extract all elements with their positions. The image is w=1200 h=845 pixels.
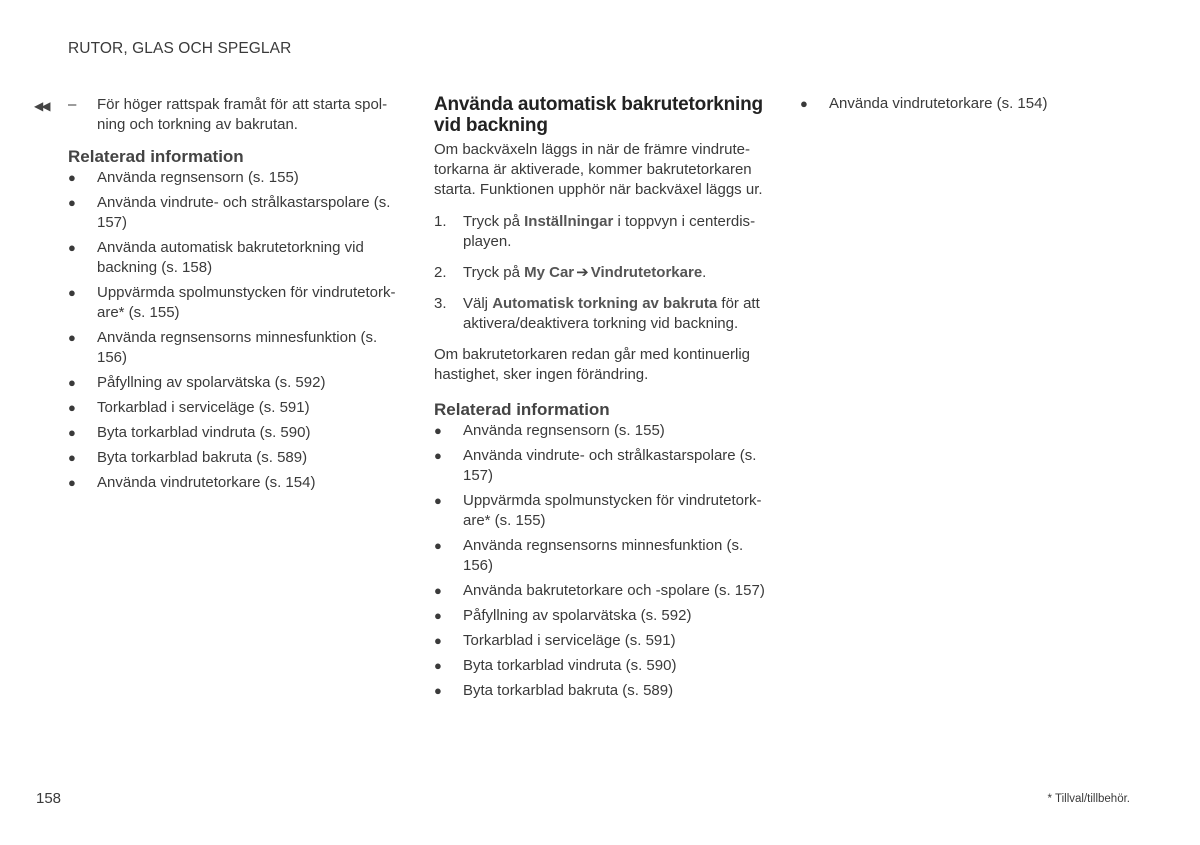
related-link[interactable]: ● Påfyllning av spolarvätska (s. 592) [434, 607, 692, 624]
bullet-icon: ● [434, 423, 442, 438]
ui-term: Inställningar [524, 213, 614, 230]
bullet-icon: ● [68, 240, 76, 255]
related-link[interactable]: ● Använda bakrutetorkare och -spolare (s. 157) [434, 582, 765, 599]
page-number: 158 [36, 790, 62, 807]
footnote: * Tillval/tillbehör. [1047, 793, 1130, 805]
bullet-icon: ● [434, 633, 442, 648]
bullet-icon: ● [434, 538, 442, 553]
related-link[interactable]: ● Torkarblad i serviceläge (s. 591) [434, 632, 676, 649]
bullet-icon: ● [434, 448, 442, 463]
steps-list [434, 212, 774, 334]
related-link[interactable]: ● Byta torkarblad vindruta (s. 590) [68, 424, 311, 441]
related-link[interactable]: ● Använda vindrute- och strålkastarspolare (s. 157) [434, 447, 757, 484]
bullet-icon: ● [434, 683, 442, 698]
step-text: För höger rattspak framåt för att starta spolning och torkning av bakrutan. [97, 96, 388, 133]
bullet-icon: ● [68, 475, 76, 490]
related-info-heading: Relaterad information [434, 400, 610, 419]
related-link[interactable]: ● Använda vindrutetorkare (s. 154) [800, 95, 1048, 112]
related-link[interactable]: ● Använda regnsensorn (s. 155) [68, 169, 299, 186]
bullet-icon: ● [68, 330, 76, 345]
related-link[interactable]: ● Använda regnsensorns minnesfunktion (s. 156) [434, 537, 744, 574]
related-link[interactable]: ● Uppvärmda spolmunstycken för vindrutetorkare* (s. 155) [68, 284, 396, 321]
related-link[interactable]: ● Påfyllning av spolarvätska (s. 592) [68, 374, 326, 391]
related-link[interactable]: ● Använda automatisk bakrutetorkning vid backning (s. 158) [68, 239, 364, 276]
related-info-list [800, 94, 1130, 114]
bullet-icon: ● [434, 608, 442, 623]
column-middle [434, 94, 774, 706]
related-link[interactable]: ● Använda vindrute- och strålkastarspolare (s. 157) [68, 194, 391, 231]
back-arrow-icon: ◀◀ [34, 99, 49, 113]
bullet-icon: ● [800, 96, 808, 111]
bullet-icon: ● [434, 583, 442, 598]
ui-term: Vindrutetorkare [590, 264, 703, 281]
related-info-heading: Relaterad information [68, 147, 244, 166]
column-right [800, 94, 1130, 119]
arrow-right-icon: ➔ [576, 264, 589, 281]
step-item: 1. Tryck på Inställningar i toppvyn i centerdisplayen. [434, 213, 756, 250]
note-paragraph: Om bakrutetorkaren redan går med kontinuerlig hastighet, sker ingen förändring. [434, 346, 750, 383]
related-link[interactable]: ● Använda regnsensorns minnesfunktion (s. 156) [68, 329, 378, 366]
related-link[interactable]: ● Byta torkarblad bakruta (s. 589) [434, 682, 674, 699]
step-item: 3. Välj Automatisk torkning av bakruta för att aktivera/deaktivera torkning vid backning. [434, 295, 760, 332]
step-number: 2. [434, 264, 447, 281]
section-title: Använda automatisk bakrutetorkning vid backning [434, 94, 763, 136]
running-head: RUTOR, GLAS OCH SPEGLAR [68, 40, 292, 57]
bullet-icon: ● [68, 375, 76, 390]
step-item [32, 95, 404, 135]
related-link[interactable]: ● Byta torkarblad bakruta (s. 589) [68, 449, 308, 466]
step-dash: – [68, 96, 77, 113]
bullet-icon: ● [68, 400, 76, 415]
related-link[interactable]: ● Använda vindrutetorkare (s. 154) [68, 474, 316, 491]
bullet-icon: ● [434, 658, 442, 673]
related-link[interactable]: ● Torkarblad i serviceläge (s. 591) [68, 399, 310, 416]
step-item: 2. Tryck på My Car ➔ Vindrutetorkare. [434, 264, 707, 281]
bullet-icon: ● [68, 450, 76, 465]
bullet-icon: ● [68, 425, 76, 440]
intro-paragraph: Om backväxeln läggs in när de främre vindrutetorkarna är aktiverade, kommer bakrutetorkaren starta. Funktionen upphör när backväxel läggs ur. [434, 141, 763, 198]
related-link[interactable]: ● Byta torkarblad vindruta (s. 590) [434, 657, 677, 674]
bullet-icon: ● [68, 195, 76, 210]
step-number: 1. [434, 213, 447, 230]
ui-term: Automatisk torkning av bakruta [492, 295, 718, 312]
ui-term: My Car [524, 264, 575, 281]
step-number: 3. [434, 295, 447, 312]
related-info-list [434, 421, 774, 701]
bullet-icon: ● [68, 170, 76, 185]
related-link[interactable]: ● Använda regnsensorn (s. 155) [434, 422, 665, 439]
bullet-icon: ● [434, 493, 442, 508]
related-info-list [68, 168, 404, 493]
bullet-icon: ● [68, 285, 76, 300]
related-link[interactable]: ● Uppvärmda spolmunstycken för vindrutetorkare* (s. 155) [434, 492, 762, 529]
column-left [32, 94, 404, 498]
